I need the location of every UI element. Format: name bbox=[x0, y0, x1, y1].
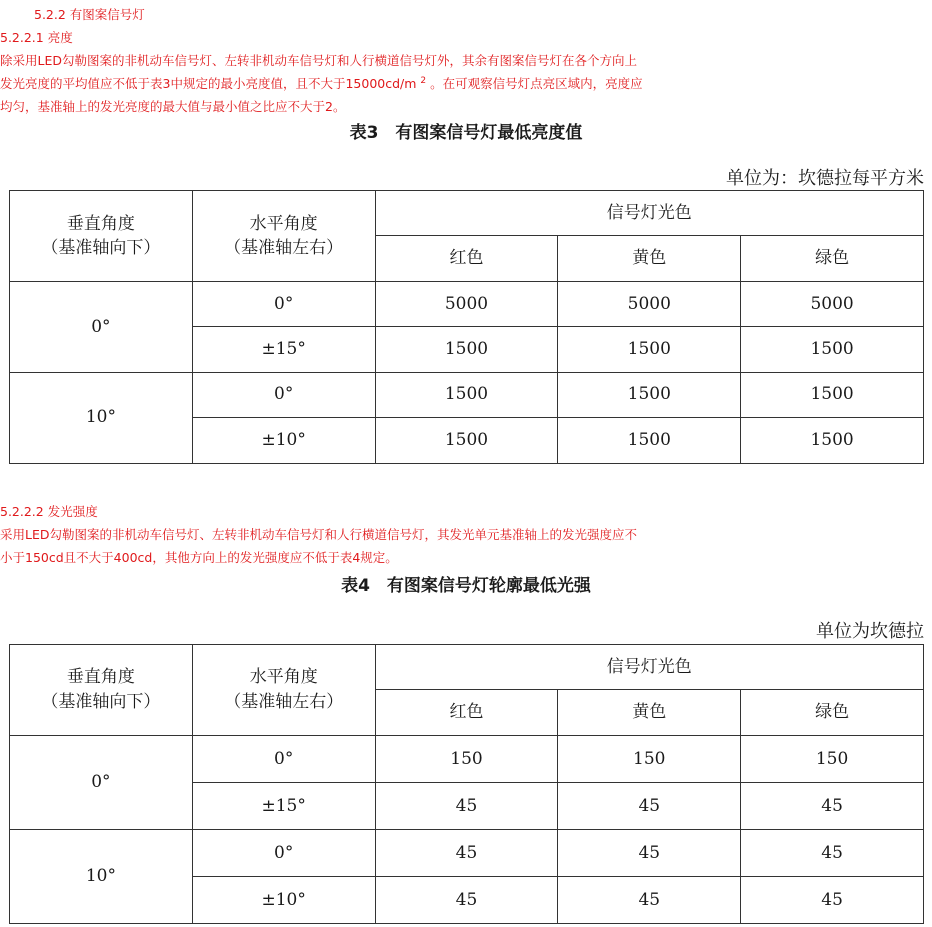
green-value: 5000 bbox=[741, 282, 924, 327]
table4 bbox=[9, 644, 924, 924]
header-green: 绿色 bbox=[741, 236, 924, 282]
vertical-angle-cell: 10° bbox=[10, 372, 193, 463]
red-value: 1500 bbox=[375, 417, 558, 463]
header-vertical-angle bbox=[10, 645, 193, 736]
red-value: 45 bbox=[375, 783, 558, 830]
green-value: 1500 bbox=[741, 417, 924, 463]
yellow-value: 150 bbox=[558, 736, 741, 783]
header-sublabel: （基准轴向下） bbox=[41, 238, 161, 259]
horizontal-angle-cell: 0° bbox=[192, 372, 375, 417]
vertical-angle-cell: 10° bbox=[10, 830, 193, 924]
header-yellow: 黄色 bbox=[558, 690, 741, 736]
yellow-value: 1500 bbox=[558, 372, 741, 417]
header-yellow: 黄色 bbox=[558, 236, 741, 282]
green-value: 45 bbox=[741, 783, 924, 830]
superscript: 2 bbox=[420, 75, 427, 86]
paragraph-line: 采用LED勾勒图案的非机动车信号灯、左转非机动车信号灯和人行横道信号灯，其发光单元基准轴上的发光强度应不 bbox=[0, 527, 637, 542]
yellow-value: 1500 bbox=[558, 327, 741, 372]
header-sublabel: （基准轴左右） bbox=[224, 692, 344, 712]
yellow-value: 1500 bbox=[558, 417, 741, 463]
table-row bbox=[10, 282, 924, 327]
header-label: 垂直角度 bbox=[66, 667, 135, 688]
horizontal-angle-cell: ±10° bbox=[192, 877, 375, 924]
header-red: 红色 bbox=[375, 236, 558, 282]
red-value: 150 bbox=[375, 736, 558, 783]
green-value: 150 bbox=[741, 736, 924, 783]
green-value: 1500 bbox=[741, 372, 924, 417]
table-row bbox=[10, 372, 924, 417]
horizontal-angle-cell: 0° bbox=[192, 736, 375, 783]
header-horizontal-angle bbox=[192, 191, 375, 282]
red-value: 5000 bbox=[375, 282, 558, 327]
table-row bbox=[10, 830, 924, 877]
paragraph-line: 除采用LED勾勒图案的非机动车信号灯、左转非机动车信号灯和人行横道信号灯外，其余有图案信号灯在各个方向上 bbox=[0, 53, 637, 68]
table3 bbox=[9, 190, 924, 464]
horizontal-angle-cell: 0° bbox=[192, 830, 375, 877]
table4-unit: 单位为坎德拉 bbox=[816, 621, 924, 642]
horizontal-angle-cell: 0° bbox=[192, 282, 375, 327]
horizontal-angle-cell: ±10° bbox=[192, 417, 375, 463]
paragraph-line: 均匀，基准轴上的发光亮度的最大值与最小值之比应不大于2。 bbox=[0, 99, 346, 114]
red-value: 45 bbox=[375, 830, 558, 877]
yellow-value: 45 bbox=[558, 783, 741, 830]
table-row bbox=[10, 736, 924, 783]
header-red: 红色 bbox=[375, 690, 558, 736]
paragraph-text: 发光亮度的平均值应不低于表3中规定的最小亮度值，且不大于15000cd/m bbox=[0, 76, 417, 91]
horizontal-angle-cell: ±15° bbox=[192, 783, 375, 830]
header-sublabel: （基准轴向下） bbox=[41, 692, 161, 712]
vertical-angle-cell: 0° bbox=[10, 282, 193, 372]
header-label: 水平角度 bbox=[249, 213, 318, 234]
header-green: 绿色 bbox=[741, 690, 924, 736]
yellow-value: 5000 bbox=[558, 282, 741, 327]
header-label: 水平角度 bbox=[249, 667, 318, 688]
header-horizontal-angle bbox=[192, 645, 375, 736]
green-value: 45 bbox=[741, 877, 924, 924]
header-vertical-angle bbox=[10, 191, 193, 282]
header-light-color: 信号灯光色 bbox=[375, 191, 923, 236]
paragraph-line: 小于150cd且不大于400cd，其他方向上的发光强度应不低于表4规定。 bbox=[0, 550, 398, 565]
table3-caption: 表3 有图案信号灯最低亮度值 bbox=[349, 123, 583, 143]
paragraph-text: 。在可观察信号灯点亮区域内，亮度应 bbox=[430, 76, 643, 91]
paragraph-line bbox=[0, 74, 643, 92]
yellow-value: 45 bbox=[558, 830, 741, 877]
red-value: 1500 bbox=[375, 372, 558, 417]
table3-unit: 单位为：坎德拉每平方米 bbox=[726, 168, 924, 189]
vertical-angle-cell: 0° bbox=[10, 736, 193, 830]
header-label: 垂直角度 bbox=[66, 213, 135, 234]
section-heading: 5.2.2 有图案信号灯 bbox=[34, 7, 145, 22]
red-value: 45 bbox=[375, 877, 558, 924]
header-light-color: 信号灯光色 bbox=[375, 645, 923, 690]
green-value: 1500 bbox=[741, 327, 924, 372]
green-value: 45 bbox=[741, 830, 924, 877]
table4-caption: 表4 有图案信号灯轮廓最低光强 bbox=[341, 576, 591, 596]
red-value: 1500 bbox=[375, 327, 558, 372]
subsection-heading-intensity: 5.2.2.2 发光强度 bbox=[0, 504, 98, 519]
header-sublabel: （基准轴左右） bbox=[224, 238, 344, 259]
subsection-heading-brightness: 5.2.2.1 亮度 bbox=[0, 30, 73, 45]
yellow-value: 45 bbox=[558, 877, 741, 924]
horizontal-angle-cell: ±15° bbox=[192, 327, 375, 372]
